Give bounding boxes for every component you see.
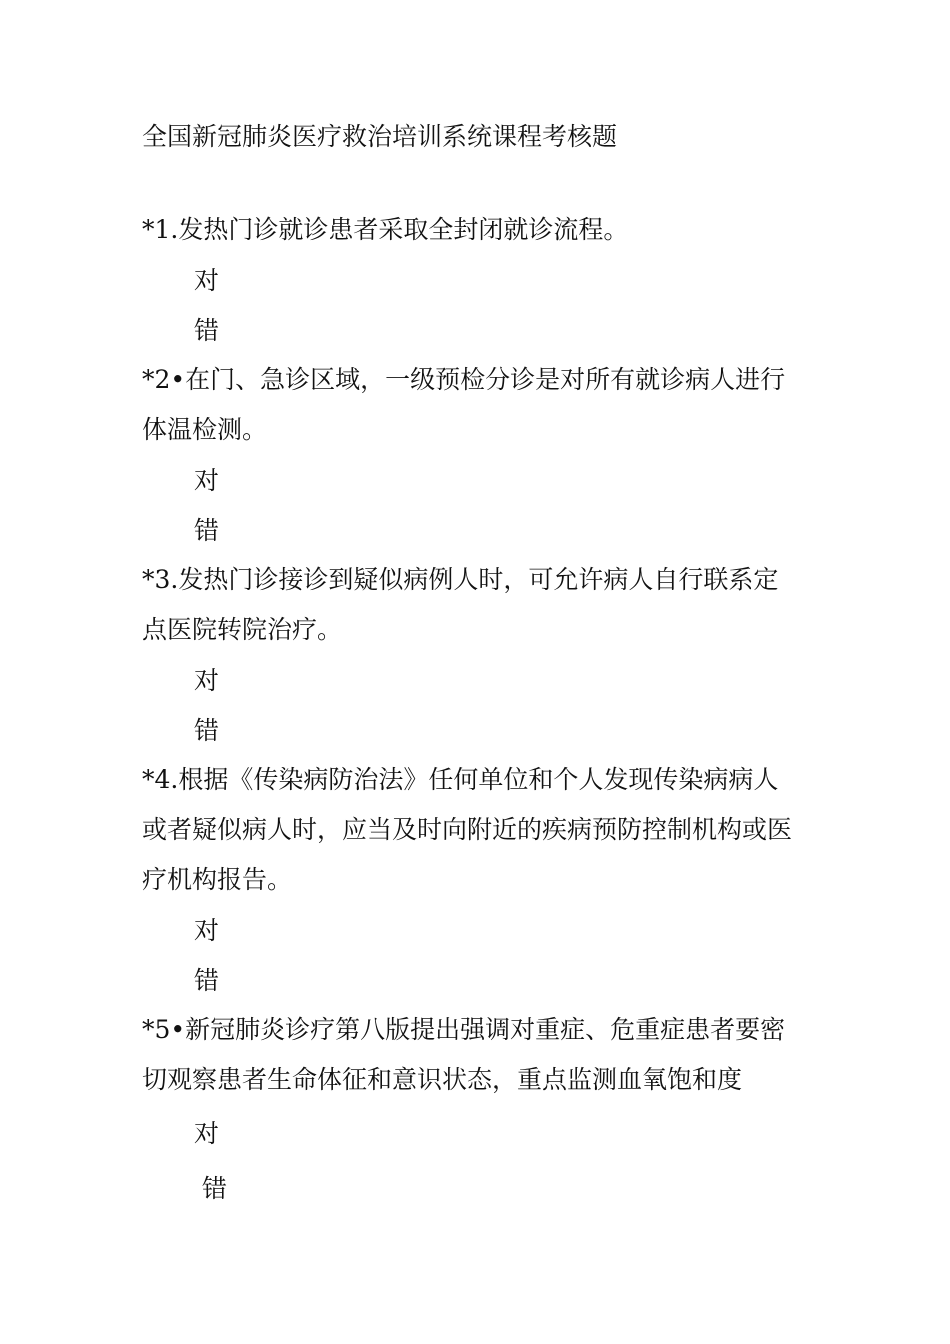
option-true[interactable]: 对 (194, 1119, 220, 1148)
option-false[interactable]: 错 (194, 966, 220, 995)
option-true[interactable]: 对 (194, 266, 220, 295)
question-4: *4.根据《传染病防治法》任何单位和个人发现传染病病人 或者疑似病人时，应当及时向附近的疾病预防控制机构或医 疗机构报告。 (142, 765, 793, 894)
question-5: *5•新冠肺炎诊疗第八版提出强调对重症、危重症患者要密 切观察患者生命体征和意识状态，重点监测血氧饱和度 (142, 1015, 786, 1094)
question-3: *3.发热门诊接诊到疑似病例人时，可允许病人自行联系定 点医院转院治疗。 (142, 565, 779, 644)
option-false[interactable]: 错 (194, 316, 220, 345)
option-false[interactable]: 错 (194, 716, 220, 745)
option-false[interactable]: 错 (194, 516, 220, 545)
option-false[interactable]: 错 (202, 1174, 228, 1203)
option-true[interactable]: 对 (194, 466, 220, 495)
question-1: *1.发热门诊就诊患者采取全封闭就诊流程。 (142, 215, 629, 244)
option-true[interactable]: 对 (194, 916, 220, 945)
document-title: 全国新冠肺炎医疗救治培训系统课程考核题 (142, 122, 618, 151)
option-true[interactable]: 对 (194, 666, 220, 695)
question-2: *2•在门、急诊区域，一级预检分诊是对所有就诊病人进行 体温检测。 (142, 365, 786, 444)
